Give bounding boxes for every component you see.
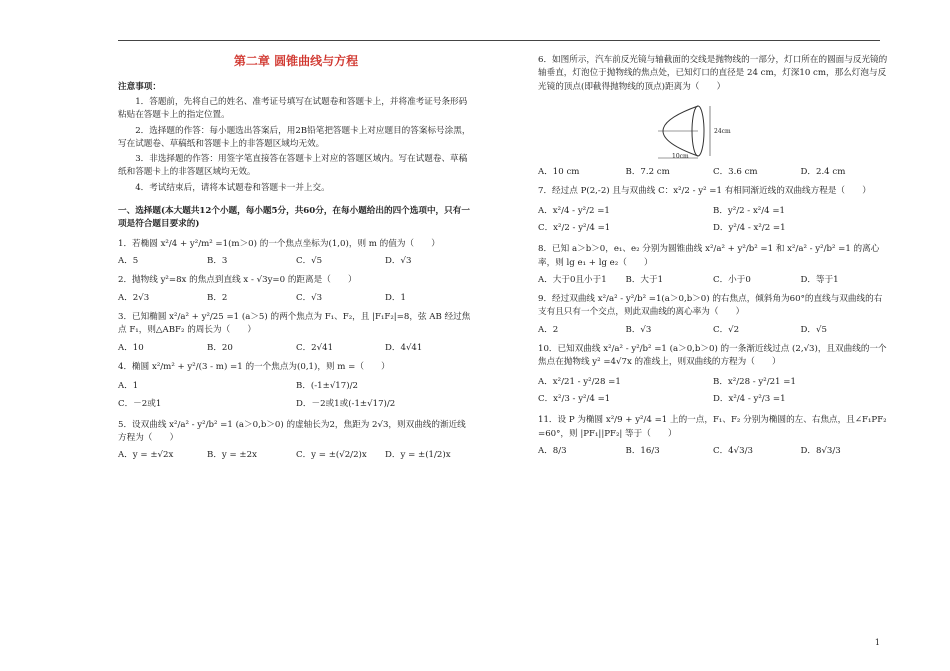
page-number: 1 — [874, 638, 880, 647]
option-c: C．4√3/3 — [713, 445, 753, 456]
option-d: D．y²/4 - x²/2 =1 — [713, 222, 786, 233]
option-c: C．2√41 — [296, 342, 334, 353]
option-c: C．√2 — [713, 324, 740, 335]
option-row — [538, 445, 888, 458]
option-a: A．10 — [118, 342, 144, 353]
option-row — [118, 292, 474, 305]
option-a: A．1 — [118, 381, 139, 392]
question-6 — [538, 54, 888, 179]
page-title: 第二章 圆锥曲线与方程 — [233, 54, 359, 68]
parabola-diagram — [638, 102, 768, 160]
option-d: D．y = ±(1/2)x — [385, 450, 451, 461]
option-b: B．(-1±√17)/2 — [296, 381, 358, 392]
option-b: B．2 — [207, 292, 228, 303]
option-d: D．8√3/3 — [800, 445, 841, 456]
option-d: D．2.4 cm — [800, 166, 846, 177]
question-7 — [538, 185, 888, 237]
option-a: A．x²/21 - y²/28 =1 — [538, 376, 621, 387]
option-b: B．16/3 — [625, 445, 660, 456]
question-5 — [118, 419, 474, 463]
option-b: B．7.2 cm — [625, 166, 670, 177]
notice-item: 1．答题前，先将自己的姓名、准考证号填写在试题卷和答题卡上，并将准考证号条形码粘贴在答题卡上的指定位置。 — [118, 96, 468, 121]
option-a: A．5 — [118, 256, 139, 267]
option-row — [118, 342, 474, 355]
option-a: A．y = ±√2x — [118, 450, 174, 461]
question-2 — [118, 274, 474, 305]
question-8 — [538, 243, 888, 287]
right-column — [538, 48, 888, 464]
option-d: D．√5 — [800, 324, 827, 335]
option-c: C．√3 — [296, 292, 323, 303]
option-d: D．等于1 — [800, 274, 839, 285]
option-a: A．2√3 — [118, 292, 150, 303]
option-c: C．－2或1 — [118, 398, 162, 409]
question-9 — [538, 293, 888, 337]
left-column — [118, 48, 474, 469]
option-c: C．x²/2 - y²/4 =1 — [538, 222, 611, 233]
question-stem: 4．椭圆 x²/m² + y²/(3 - m) =1 的一个焦点为(0,1)，则 m =（ ） — [118, 361, 390, 372]
question-1 — [118, 238, 474, 269]
question-10 — [538, 343, 888, 408]
question-3 — [118, 311, 474, 355]
notice-item: 4．考试结束后，请将本试题卷和答题卡一并上交。 — [135, 182, 330, 193]
option-a: A．10 cm — [538, 166, 580, 177]
option-b: B．x²/28 - y²/21 =1 — [713, 376, 796, 387]
option-a: A．大于0且小于1 — [538, 274, 607, 285]
question-stem: 2．抛物线 y²=8x 的焦点到直线 x - √3y=0 的距离是（ ） — [118, 275, 357, 286]
question-stem: 11．设 P 为椭圆 x²/9 + y²/4 =1 上的一点，F₁、F₂ 分别为椭圆的左、右焦点，且∠F₁PF₂ =60°，则 |PF₁||PF₂| 等于（ ） — [538, 415, 887, 439]
option-d: D．－2或1或(-1±√17)/2 — [296, 398, 396, 409]
option-row — [538, 274, 888, 287]
option-c: C．y = ±(√2/2)x — [296, 450, 367, 461]
option-c: C．x²/3 - y²/4 =1 — [538, 394, 611, 404]
option-c: C．√5 — [296, 256, 323, 267]
option-c: C．小于0 — [713, 274, 751, 285]
option-b: B．20 — [207, 342, 233, 353]
option-d: D．4√41 — [385, 342, 423, 353]
notice-item: 3．非选择题的作答：用签字笔直接答在答题卡上对应的答题区域内。写在试题卷、草稿纸和答题卡上的非答题区域均无效。 — [118, 154, 468, 178]
option-a: A．x²/4 - y²/2 =1 — [538, 205, 610, 216]
question-4 — [118, 361, 474, 413]
question-stem: 9．经过双曲线 x²/a² - y²/b² =1(a＞0,b＞0) 的右焦点，倾斜角为60°的直线与双曲线的右支有且只有一个交点，则此双曲线的离心率为（ ） — [538, 294, 883, 318]
option-d: D．x²/4 - y²/3 =1 — [713, 394, 786, 404]
option-d: D．1 — [385, 292, 406, 303]
notice-item: 2．选择题的作答：每小题选出答案后，用2B铅笔把答题卡上对应题目的答案标号涂黑，写在试题卷、草稿纸和答题卡上的非答题区域均无效。 — [118, 125, 471, 149]
question-11 — [538, 414, 888, 458]
section-heading: 一、选择题(本大题共12个小题，每小题5分，共60分，在每小题给出的四个选项中，只有一项是符合题目要求的) — [118, 206, 470, 230]
option-b: B．y = ±2x — [207, 450, 257, 461]
question-stem: 10．已知双曲线 x²/a² - y²/b² =1 (a＞0,b＞0) 的一条渐近线过点 (2,√3)，且双曲线的一个焦点在抛物线 y² =4√7x 的准线上，则双曲线的方程为（ ） — [538, 344, 887, 368]
depth-label: 10cm — [672, 152, 689, 160]
option-c: C．3.6 cm — [713, 166, 758, 177]
diameter-label: 24cm — [714, 127, 731, 135]
question-stem: 3．已知椭圆 x²/a² + y²/25 =1 (a＞5) 的两个焦点为 F₁、F₂，且 |F₁F₂|=8，弦 AB 经过焦点 F₁，则△ABF₂ 的周长为（ ） — [118, 311, 471, 336]
option-row — [538, 324, 888, 337]
header-rule — [118, 40, 880, 41]
question-stem: 8．已知 a＞b＞0，e₁、e₂ 分别为圆锥曲线 x²/a² + y²/b² =1 和 x²/a² - y²/b² =1 的离心率，则 lg e₁ + lg e₂（ ） — [538, 244, 880, 268]
question-stem: 5．设双曲线 x²/a² - y²/b² =1 (a＞0,b＞0) 的虚轴长为2，焦距为 2√3，则双曲线的渐近线方程为（ ） — [118, 419, 466, 444]
option-d: D．√3 — [385, 256, 412, 267]
option-grid — [538, 203, 888, 238]
option-grid — [118, 378, 474, 413]
reflector-figure — [638, 102, 768, 160]
option-grid — [538, 374, 888, 409]
option-b: B．√3 — [625, 324, 652, 335]
option-b: B．大于1 — [625, 274, 664, 285]
question-stem: 1．若椭圆 x²/4 + y²/m² =1(m＞0) 的一个焦点坐标为(1,0)，则 m 的值为（ ） — [118, 238, 440, 249]
option-b: B．y²/2 - x²/4 =1 — [713, 205, 785, 216]
question-stem: 6．如图所示，汽车前反光镜与轴截面的交线是抛物线的一部分，灯口所在的圆面与反光镜的轴垂直，灯泡位于抛物线的焦点处，已知灯口的直径是 24 cm，灯深10 cm，那么灯泡与反光镜的顶点(即截得抛物线的顶点)距离为（ ） — [538, 55, 888, 92]
option-row — [118, 449, 474, 462]
question-stem: 7．经过点 P(2,-2) 且与双曲线 C：x²/2 - y² =1 有相同渐近线的双曲线方程是（ ） — [538, 186, 871, 197]
option-row — [538, 166, 888, 179]
notice-heading: 注意事项： — [118, 81, 161, 92]
option-a: A．8/3 — [538, 445, 567, 456]
option-a: A．2 — [538, 324, 559, 335]
option-b: B．3 — [207, 256, 228, 267]
option-row — [118, 255, 474, 268]
